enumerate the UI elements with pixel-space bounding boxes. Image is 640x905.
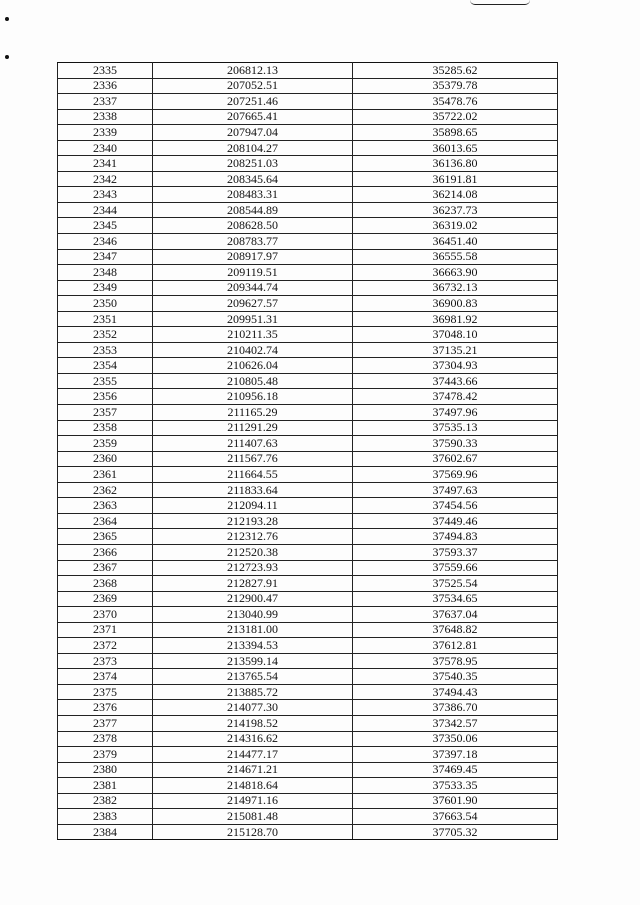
point-number-cell: 2356: [58, 389, 153, 405]
table-row: [58, 700, 558, 716]
point-number-cell: 2365: [58, 529, 153, 545]
point-number-cell: 2351: [58, 311, 153, 327]
y-coordinate-cell: 37601.90: [353, 793, 558, 809]
point-number-cell: 2377: [58, 715, 153, 731]
x-coordinate-cell: 214818.64: [153, 778, 353, 794]
table-row: [58, 793, 558, 809]
point-number-cell: 2343: [58, 187, 153, 203]
point-number-cell: 2349: [58, 280, 153, 296]
table-row: [58, 560, 558, 576]
table-row: [58, 591, 558, 607]
binder-hole-mark: [5, 17, 9, 21]
y-coordinate-cell: 37443.66: [353, 373, 558, 389]
point-number-cell: 2367: [58, 560, 153, 576]
y-coordinate-cell: 36900.83: [353, 296, 558, 312]
x-coordinate-cell: 213394.53: [153, 638, 353, 654]
x-coordinate-cell: 206812.13: [153, 63, 353, 79]
table-row: [58, 311, 558, 327]
x-coordinate-cell: 210626.04: [153, 358, 353, 374]
x-coordinate-cell: 212312.76: [153, 529, 353, 545]
table-row: [58, 280, 558, 296]
x-coordinate-cell: 214477.17: [153, 747, 353, 763]
y-coordinate-cell: 35898.65: [353, 125, 558, 141]
y-coordinate-cell: 36555.58: [353, 249, 558, 265]
y-coordinate-cell: 35379.78: [353, 78, 558, 94]
point-number-cell: 2360: [58, 451, 153, 467]
table-row: [58, 622, 558, 638]
y-coordinate-cell: 37593.37: [353, 544, 558, 560]
table-row: [58, 249, 558, 265]
x-coordinate-cell: 212827.91: [153, 576, 353, 592]
point-number-cell: 2375: [58, 684, 153, 700]
y-coordinate-cell: 36237.73: [353, 202, 558, 218]
scan-edge-mark: [470, 0, 530, 5]
point-number-cell: 2340: [58, 140, 153, 156]
y-coordinate-cell: 37397.18: [353, 747, 558, 763]
table-row: [58, 156, 558, 172]
table-row: [58, 529, 558, 545]
table-row: [58, 389, 558, 405]
point-number-cell: 2347: [58, 249, 153, 265]
point-number-cell: 2384: [58, 824, 153, 840]
x-coordinate-cell: 213765.54: [153, 669, 353, 685]
table-row: [58, 94, 558, 110]
table-row: [58, 762, 558, 778]
table-row: [58, 109, 558, 125]
x-coordinate-cell: 215081.48: [153, 809, 353, 825]
point-number-cell: 2342: [58, 171, 153, 187]
point-number-cell: 2381: [58, 778, 153, 794]
table-row: [58, 296, 558, 312]
x-coordinate-cell: 214198.52: [153, 715, 353, 731]
point-number-cell: 2372: [58, 638, 153, 654]
point-number-cell: 2382: [58, 793, 153, 809]
coordinate-table: [57, 62, 558, 840]
y-coordinate-cell: 36319.02: [353, 218, 558, 234]
binder-hole-mark: [5, 55, 9, 59]
point-number-cell: 2352: [58, 327, 153, 343]
table-row: [58, 809, 558, 825]
table-row: [58, 731, 558, 747]
x-coordinate-cell: 207947.04: [153, 125, 353, 141]
y-coordinate-cell: 37478.42: [353, 389, 558, 405]
y-coordinate-cell: 37135.21: [353, 342, 558, 358]
x-coordinate-cell: 212094.11: [153, 498, 353, 514]
x-coordinate-cell: 208483.31: [153, 187, 353, 203]
y-coordinate-cell: 36191.81: [353, 171, 558, 187]
x-coordinate-cell: 207665.41: [153, 109, 353, 125]
x-coordinate-cell: 208251.03: [153, 156, 353, 172]
point-number-cell: 2378: [58, 731, 153, 747]
table-row: [58, 420, 558, 436]
y-coordinate-cell: 36013.65: [353, 140, 558, 156]
x-coordinate-cell: 213599.14: [153, 653, 353, 669]
x-coordinate-cell: 214316.62: [153, 731, 353, 747]
y-coordinate-cell: 37569.96: [353, 467, 558, 483]
point-number-cell: 2369: [58, 591, 153, 607]
x-coordinate-cell: 209119.51: [153, 265, 353, 281]
x-coordinate-cell: 209344.74: [153, 280, 353, 296]
table-row: [58, 576, 558, 592]
point-number-cell: 2339: [58, 125, 153, 141]
point-number-cell: 2354: [58, 358, 153, 374]
table-row: [58, 747, 558, 763]
y-coordinate-cell: 37590.33: [353, 436, 558, 452]
x-coordinate-cell: 207052.51: [153, 78, 353, 94]
y-coordinate-cell: 37533.35: [353, 778, 558, 794]
table-row: [58, 125, 558, 141]
point-number-cell: 2379: [58, 747, 153, 763]
point-number-cell: 2363: [58, 498, 153, 514]
table-row: [58, 482, 558, 498]
y-coordinate-cell: 37494.83: [353, 529, 558, 545]
x-coordinate-cell: 211833.64: [153, 482, 353, 498]
x-coordinate-cell: 210956.18: [153, 389, 353, 405]
x-coordinate-cell: 213181.00: [153, 622, 353, 638]
table-row: [58, 824, 558, 840]
point-number-cell: 2373: [58, 653, 153, 669]
point-number-cell: 2362: [58, 482, 153, 498]
table-row: [58, 63, 558, 79]
point-number-cell: 2350: [58, 296, 153, 312]
y-coordinate-cell: 36214.08: [353, 187, 558, 203]
y-coordinate-cell: 37048.10: [353, 327, 558, 343]
table-row: [58, 467, 558, 483]
y-coordinate-cell: 37559.66: [353, 560, 558, 576]
point-number-cell: 2361: [58, 467, 153, 483]
x-coordinate-cell: 210402.74: [153, 342, 353, 358]
y-coordinate-cell: 37497.96: [353, 405, 558, 421]
point-number-cell: 2359: [58, 436, 153, 452]
x-coordinate-cell: 208917.97: [153, 249, 353, 265]
point-number-cell: 2345: [58, 218, 153, 234]
x-coordinate-cell: 208345.64: [153, 171, 353, 187]
x-coordinate-cell: 213885.72: [153, 684, 353, 700]
point-number-cell: 2364: [58, 513, 153, 529]
y-coordinate-cell: 36663.90: [353, 265, 558, 281]
y-coordinate-cell: 36732.13: [353, 280, 558, 296]
y-coordinate-cell: 37454.56: [353, 498, 558, 514]
table-row: [58, 327, 558, 343]
x-coordinate-cell: 214077.30: [153, 700, 353, 716]
y-coordinate-cell: 37342.57: [353, 715, 558, 731]
table-row: [58, 218, 558, 234]
table-row: [58, 544, 558, 560]
y-coordinate-cell: 37304.93: [353, 358, 558, 374]
table-row: [58, 373, 558, 389]
point-number-cell: 2376: [58, 700, 153, 716]
y-coordinate-cell: 37449.46: [353, 513, 558, 529]
table-row: [58, 638, 558, 654]
point-number-cell: 2357: [58, 405, 153, 421]
y-coordinate-cell: 35478.76: [353, 94, 558, 110]
x-coordinate-cell: 214671.21: [153, 762, 353, 778]
x-coordinate-cell: 209951.31: [153, 311, 353, 327]
point-number-cell: 2358: [58, 420, 153, 436]
y-coordinate-cell: 37469.45: [353, 762, 558, 778]
y-coordinate-cell: 37612.81: [353, 638, 558, 654]
table-row: [58, 607, 558, 623]
y-coordinate-cell: 37525.54: [353, 576, 558, 592]
y-coordinate-cell: 37578.95: [353, 653, 558, 669]
point-number-cell: 2338: [58, 109, 153, 125]
table-row: [58, 342, 558, 358]
point-number-cell: 2380: [58, 762, 153, 778]
x-coordinate-cell: 211567.76: [153, 451, 353, 467]
x-coordinate-cell: 212520.38: [153, 544, 353, 560]
y-coordinate-cell: 37637.04: [353, 607, 558, 623]
x-coordinate-cell: 208544.89: [153, 202, 353, 218]
y-coordinate-cell: 36136.80: [353, 156, 558, 172]
x-coordinate-cell: 214971.16: [153, 793, 353, 809]
y-coordinate-cell: 36451.40: [353, 234, 558, 250]
table-row: [58, 684, 558, 700]
point-number-cell: 2353: [58, 342, 153, 358]
point-number-cell: 2336: [58, 78, 153, 94]
table-row: [58, 653, 558, 669]
point-number-cell: 2348: [58, 265, 153, 281]
x-coordinate-cell: 211407.63: [153, 436, 353, 452]
table-row: [58, 669, 558, 685]
table-row: [58, 171, 558, 187]
x-coordinate-cell: 208104.27: [153, 140, 353, 156]
table-row: [58, 358, 558, 374]
x-coordinate-cell: 215128.70: [153, 824, 353, 840]
x-coordinate-cell: 212723.93: [153, 560, 353, 576]
point-number-cell: 2383: [58, 809, 153, 825]
table-row: [58, 187, 558, 203]
y-coordinate-cell: 35285.62: [353, 63, 558, 79]
y-coordinate-cell: 37602.67: [353, 451, 558, 467]
point-number-cell: 2371: [58, 622, 153, 638]
table-row: [58, 451, 558, 467]
x-coordinate-cell: 207251.46: [153, 94, 353, 110]
x-coordinate-cell: 211664.55: [153, 467, 353, 483]
point-number-cell: 2368: [58, 576, 153, 592]
x-coordinate-cell: 212900.47: [153, 591, 353, 607]
table-row: [58, 715, 558, 731]
table-row: [58, 265, 558, 281]
table-row: [58, 498, 558, 514]
y-coordinate-cell: 37663.54: [353, 809, 558, 825]
y-coordinate-cell: 37534.65: [353, 591, 558, 607]
y-coordinate-cell: 37350.06: [353, 731, 558, 747]
x-coordinate-cell: 208628.50: [153, 218, 353, 234]
x-coordinate-cell: 208783.77: [153, 234, 353, 250]
point-number-cell: 2374: [58, 669, 153, 685]
y-coordinate-cell: 37497.63: [353, 482, 558, 498]
y-coordinate-cell: 37540.35: [353, 669, 558, 685]
x-coordinate-cell: 211165.29: [153, 405, 353, 421]
table-row: [58, 140, 558, 156]
x-coordinate-cell: 210805.48: [153, 373, 353, 389]
y-coordinate-cell: 37705.32: [353, 824, 558, 840]
y-coordinate-cell: 37386.70: [353, 700, 558, 716]
point-number-cell: 2337: [58, 94, 153, 110]
y-coordinate-cell: 37494.43: [353, 684, 558, 700]
x-coordinate-cell: 211291.29: [153, 420, 353, 436]
table-row: [58, 778, 558, 794]
y-coordinate-cell: 36981.92: [353, 311, 558, 327]
point-number-cell: 2355: [58, 373, 153, 389]
x-coordinate-cell: 212193.28: [153, 513, 353, 529]
y-coordinate-cell: 37535.13: [353, 420, 558, 436]
point-number-cell: 2346: [58, 234, 153, 250]
y-coordinate-cell: 35722.02: [353, 109, 558, 125]
point-number-cell: 2335: [58, 63, 153, 79]
x-coordinate-cell: 210211.35: [153, 327, 353, 343]
table-row: [58, 513, 558, 529]
y-coordinate-cell: 37648.82: [353, 622, 558, 638]
point-number-cell: 2370: [58, 607, 153, 623]
x-coordinate-cell: 213040.99: [153, 607, 353, 623]
point-number-cell: 2341: [58, 156, 153, 172]
table-row: [58, 78, 558, 94]
coordinate-table-body: [58, 63, 558, 840]
table-row: [58, 405, 558, 421]
x-coordinate-cell: 209627.57: [153, 296, 353, 312]
point-number-cell: 2366: [58, 544, 153, 560]
point-number-cell: 2344: [58, 202, 153, 218]
table-row: [58, 202, 558, 218]
table-row: [58, 234, 558, 250]
table-row: [58, 436, 558, 452]
